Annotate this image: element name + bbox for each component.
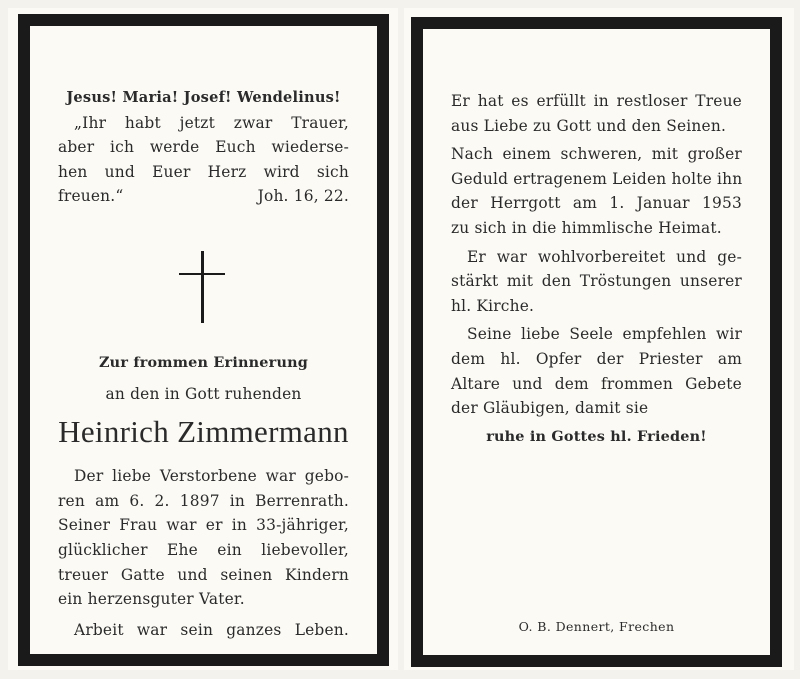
left-mourning-border: [18, 14, 389, 666]
text-line: zu sich in die himmlische Heimat.: [451, 218, 722, 237]
text-line: der Herrgott am 1. Januar 1953: [451, 194, 742, 213]
rest-in-peace-line: ruhe in Gottes hl. Frieden!: [486, 427, 707, 445]
text-line: stärkt mit den Tröstungen unserer: [451, 272, 742, 291]
text-line: aus Liebe zu Gott und den Seinen.: [451, 116, 727, 135]
text-line: der Gläubigen, damit sie: [451, 399, 649, 418]
bio-line: Der liebe Verstorbene war gebo-: [74, 467, 349, 486]
text-line: Er hat es erfüllt in restloser Treue: [451, 92, 742, 110]
right-content: [423, 29, 770, 655]
memorial-title: Zur frommen Erinnerung: [98, 353, 309, 371]
text-line: Seine liebe Seele empfehlen wir: [467, 325, 742, 344]
text-line: hl. Kirche.: [451, 296, 535, 315]
latin-cross-icon: [179, 251, 229, 331]
bio-line: ein herzensguter Vater.: [58, 590, 245, 609]
invocation-heading: Jesus! Maria! Josef! Wendelinus!: [66, 89, 341, 106]
left-content: [30, 26, 377, 654]
quote-line: aber ich werde Euch wiederse-: [58, 138, 349, 157]
bio-line: Seiner Frau war er in 33-jähriger,: [58, 516, 349, 535]
deceased-name: Heinrich Zimmermann: [58, 414, 349, 450]
bio-line: treuer Gatte und seinen Kindern: [58, 565, 349, 584]
quote-end: freuen.“: [58, 187, 124, 206]
quote-line: hen und Euer Herz wird sich: [58, 162, 349, 181]
closing-line: Arbeit war sein ganzes Leben.: [74, 620, 349, 639]
text-line: Nach einem schweren, mit großer: [451, 145, 742, 164]
right-mourning-border: [411, 17, 782, 667]
quote-last-line: [58, 184, 349, 209]
memorial-subtitle: an den in Gott ruhenden: [105, 384, 302, 403]
text-line: Geduld ertragenem Leiden holte ihn: [451, 169, 743, 188]
bio-line: glücklicher Ehe ein liebevoller,: [58, 540, 349, 559]
text-line: Altare und dem frommen Gebete: [451, 374, 742, 393]
bio-line: ren am 6. 2. 1897 in Berrenrath.: [58, 491, 349, 510]
quote-line: „Ihr habt jetzt zwar Trauer,: [74, 113, 349, 132]
left-page: [8, 8, 398, 670]
text-line: dem hl. Opfer der Priester am: [451, 349, 742, 368]
right-page: [404, 8, 794, 670]
text-line: Er war wohlvorbereitet und ge-: [467, 247, 742, 266]
printer-credit: O. B. Dennert, Frechen: [518, 619, 675, 635]
bible-reference: Joh. 16, 22.: [257, 187, 349, 206]
